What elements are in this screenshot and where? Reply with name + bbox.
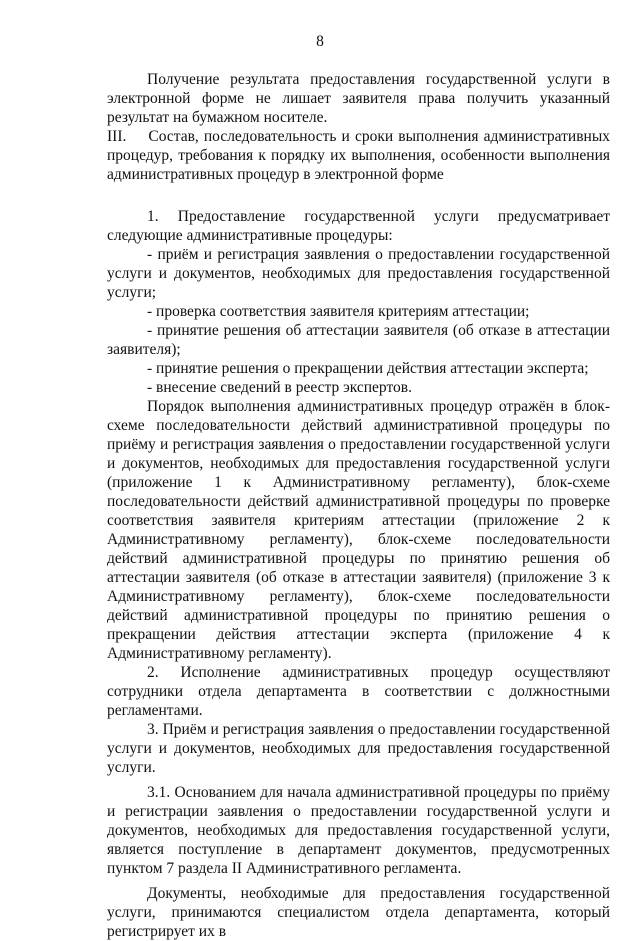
list-item-termination: - принятие решения о прекращении действия аттестации эксперта; xyxy=(147,360,589,377)
section-number: III. xyxy=(107,128,127,145)
list-item-decision: - принятие решения об аттестации заявителя (об отказе в аттестации заявителя); xyxy=(107,322,610,358)
paragraph-documents: Документы, необходимые для предоставления государственной услуги, принимаются специалистом отдела департамента, который регистрирует их в xyxy=(107,885,610,940)
page-number: 8 xyxy=(316,33,324,50)
paragraph-electronic-result: Получение результата предоставления государственной услуги в электронной форме не лишает заявителя права получить указанный результат на бумажном носителе. xyxy=(107,71,610,126)
paragraph-2: 2. Исполнение административных процедур осуществляют сотрудники отдела департамента в соответствии с должностными регламентами. xyxy=(107,664,610,719)
list-item-verification: - проверка соответствия заявителя критериям аттестации; xyxy=(147,303,530,320)
paragraph-3: 3. Приём и регистрация заявления о предоставлении государственной услуги и документов, необходимых для предоставления государственной услуги. xyxy=(107,721,610,776)
paragraph-3-1: 3.1. Основанием для начала административной процедуры по приёму и регистрации заявления о предоставлении государственной услуги и документов, необходимых для предоставления государственной услуги, является поступление в департамент документов, предусмотренных пунктом 7 раздела II Административного регламента. xyxy=(107,784,610,877)
section-title: Состав, последовательность и сроки выполнения административных процедур, требования к порядку их выполнения, особенности выполнения административных процедур в электронной форме xyxy=(107,128,610,183)
page-body xyxy=(107,70,610,941)
paragraph-procedure-order: Порядок выполнения административных процедур отражён в блок-схеме последовательности действий административной процедуры по приёму и регистрация заявления о предоставлении государственной услуги и документов, необходимых для предоставления государственной услуги (приложение 1 к Административному регламенту), блок-схеме последовательности действий административной процедуры по проверке соответствия заявителя критериям аттестации (приложение 2 к Административному регламенту), блок-схеме последовательности действий административной процедуры по принятию решения об аттестации заявителя (об отказе в аттестации заявителя) (приложение 3 к Административному регламенту), блок-схеме последовательности действий административной процедуры по принятию решения о прекращении действия аттестации эксперта (приложение 4 к Административному регламенту). xyxy=(107,398,610,662)
list-item-registry: - внесение сведений в реестр экспертов. xyxy=(147,379,412,396)
section-heading xyxy=(107,127,610,184)
list-item-reception: - приём и регистрация заявления о предоставлении государственной услуги и документов, необходимых для предоставления государственной услуги; xyxy=(107,246,610,301)
paragraph-1: 1. Предоставление государственной услуги предусматривает следующие административные процедуры: xyxy=(107,208,610,244)
